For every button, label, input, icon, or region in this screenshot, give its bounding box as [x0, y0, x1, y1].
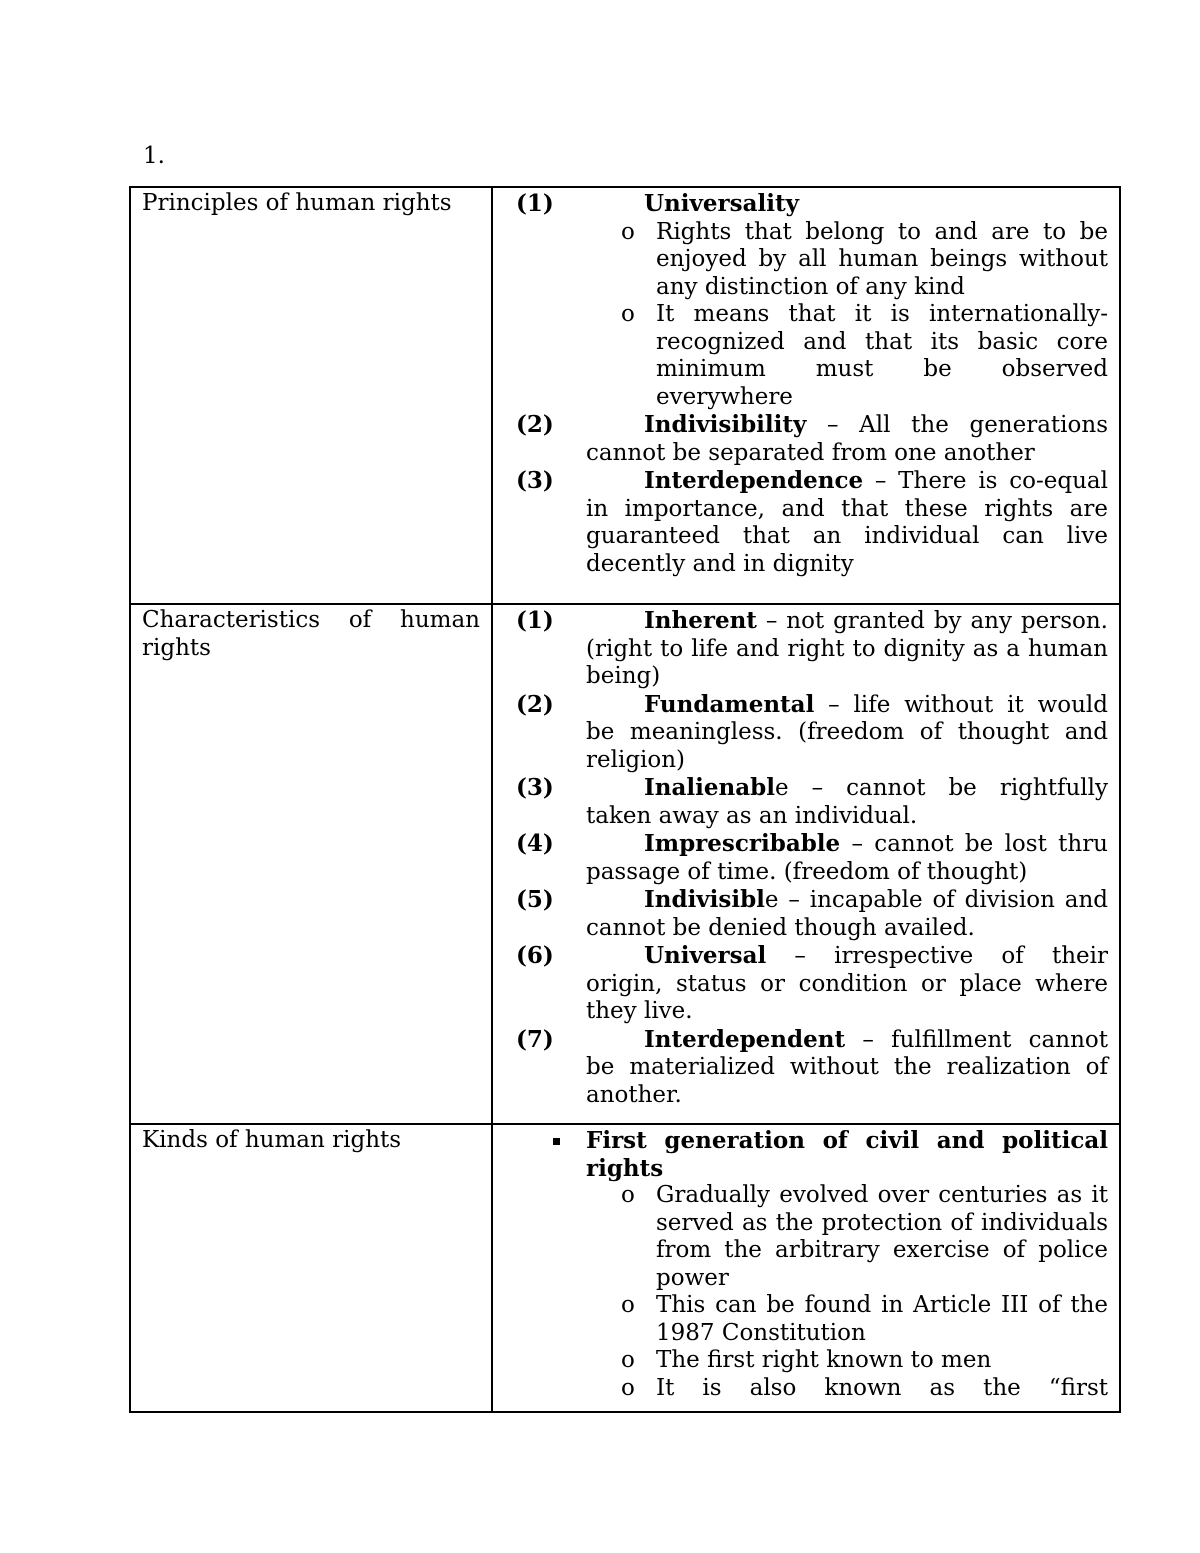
item-term: Universality	[644, 190, 799, 217]
item-term: Interdependence	[644, 467, 864, 494]
sub-item: o This can be found in Article III of the 1987 Constitution	[621, 1292, 1108, 1346]
item-number: (3)	[516, 467, 554, 494]
page-number: 1.	[143, 143, 165, 169]
list-item	[516, 190, 1108, 219]
sub-item: o Gradually evolved over centuries as it served as the protection of individuals from the arbitrary exercise of police power	[621, 1182, 1108, 1291]
circle-bullet-icon: o	[621, 218, 635, 245]
item-text: – All the generations cannot be separated from one another	[586, 412, 1108, 466]
sub-item: o It is also known as the “first	[621, 1374, 1108, 1401]
item-number: (1)	[516, 190, 554, 217]
sub-item: o Rights that belong to and are to be enjoyed by all human beings without any distinction of any kind	[621, 218, 1108, 300]
table-row	[130, 187, 1120, 604]
list-item: (3) Inalienable – cannot be rightfully taken away as an individual.	[516, 774, 1108, 829]
list-item: First generation of civil and political rights	[551, 1127, 1108, 1182]
circle-bullet-icon: o	[621, 1292, 635, 1318]
sub-item: o The first right known to men	[621, 1347, 992, 1373]
circle-bullet-icon: o	[621, 1347, 635, 1373]
circle-bullet-icon: o	[621, 1374, 635, 1401]
row-label: Principles of human rights	[142, 190, 452, 216]
table-row	[130, 604, 1120, 1124]
item-number: (2)	[516, 411, 554, 438]
row-content-cell	[492, 604, 1120, 1124]
sub-item: o It means that it is internationally-recognized and that its basic core minimum must be observed everywhere	[621, 301, 1108, 410]
human-rights-table	[129, 186, 1121, 1413]
circle-bullet-icon: o	[621, 301, 635, 327]
list-item: (5) Indivisible – incapable of division and cannot be denied though availed.	[516, 886, 1108, 941]
table-row	[130, 1124, 1120, 1412]
list-item: (2) Fundamental – life without it would be meaningless. (freedom of thought and religion)	[516, 690, 1108, 773]
list-item	[516, 411, 1108, 467]
list-item: (1) Inherent – not granted by any person. (right to life and right to dignity as a human being)	[516, 607, 1108, 689]
list-item: (4) Imprescribable – cannot be lost thru passage of time. (freedom of thought)	[516, 830, 1108, 885]
row-label: Kinds of human rights	[142, 1127, 402, 1153]
row-label-cell	[130, 604, 492, 1124]
row-label-cell	[130, 1124, 492, 1412]
row-content-cell	[492, 1124, 1120, 1412]
circle-bullet-icon: o	[621, 1182, 635, 1208]
item-term: Indivisibility	[644, 411, 807, 438]
list-item: (6) Universal – irrespective of their origin, status or condition or place where they live.	[516, 942, 1108, 1024]
row-content-cell	[492, 187, 1120, 604]
item-text: – There is co-equal in importance, and that these rights are guaranteed that an individual can live decently and in dignity	[586, 468, 1108, 577]
row-label-cell	[130, 187, 492, 604]
list-item	[516, 467, 1108, 578]
row-label: Characteristics of human rights	[142, 607, 480, 661]
list-item: (7) Interdependent – fulfillment cannot be materialized without the realization of another.	[516, 1025, 1108, 1108]
square-bullet-icon	[553, 1138, 560, 1145]
